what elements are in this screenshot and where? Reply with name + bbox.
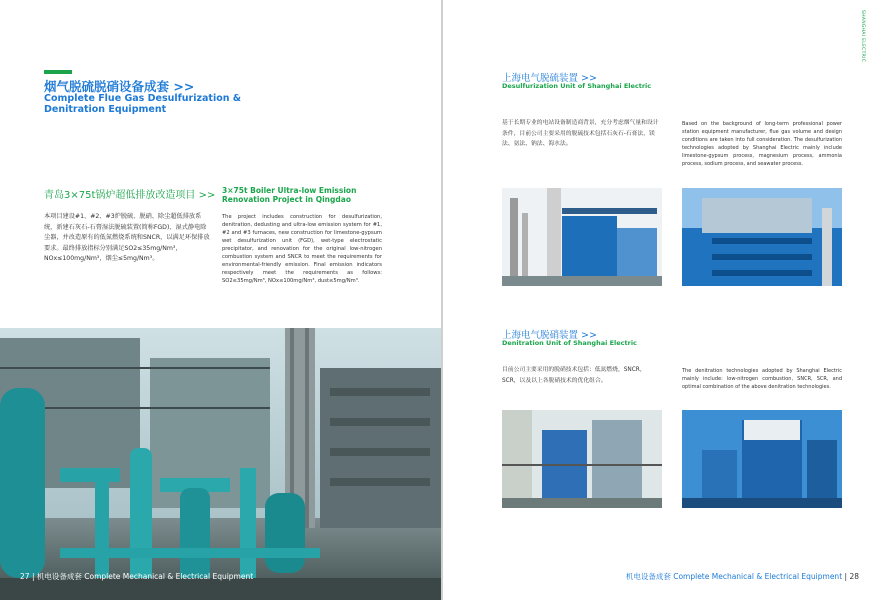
denitr-title-en: Denitration Unit of Shanghai Electric bbox=[502, 339, 637, 347]
page-title-en: Complete Flue Gas Desulfurization & Denitration Equipment bbox=[44, 93, 242, 115]
title-accent-bar bbox=[44, 70, 72, 74]
footer-left bbox=[20, 571, 253, 582]
footer-right-title-cn: 机电设备成套 bbox=[625, 572, 671, 581]
denitr-photo-1 bbox=[502, 410, 662, 508]
footer-right-separator: | bbox=[844, 572, 848, 581]
footer-right-page-number: 28 bbox=[849, 572, 859, 581]
left-page bbox=[0, 0, 441, 600]
footer-right bbox=[626, 571, 859, 582]
desulf-title-en: Desulfurization Unit of Shanghai Electric bbox=[502, 82, 652, 90]
footer-separator: | bbox=[31, 572, 37, 581]
page-title-cn: 烟气脱硫脱硝设备成套 >> bbox=[44, 79, 195, 94]
footer-page-number: 27 bbox=[20, 572, 30, 581]
desulf-photo-2 bbox=[682, 188, 842, 286]
section-title-en: 3×75t Boiler Ultra-low Emission Renovation Project in Qingdao bbox=[222, 186, 357, 204]
vertical-brand-text: SHANGHAI ELECTRIC bbox=[860, 10, 865, 63]
vertical-brand-label bbox=[857, 10, 865, 70]
denitr-body-cn: 目前公司主要采用的脱硝技术包括：低氮燃烧，SNCR，SCR，以及以上各脱硝技术的优化组合。 bbox=[502, 367, 646, 384]
section-body-cn: 本项目建设#1、#2、#3炉脱硫、脱硝、除尘超低排放系统，新建石灰石-石膏湿法脱硫装置(简称FGD)、湿式静电除尘器，并改造原有的低氮燃烧系统和SNCR，以满足环保排放要求。最终排放指标分别满足SO2≤35mg/Nm³，NOx≤100mg/Nm³，烟尘≤5mg/Nm³。 bbox=[44, 213, 210, 262]
right-page bbox=[443, 0, 884, 600]
footer-title-cn: 机电设备成套 bbox=[36, 572, 82, 581]
section-body-en: The project includes construction for desulfurization, denitration, dedusting and ultra-low emission system for #1, #2 and #3 furnaces, new construction for limestone-gypsum wet desulfurization unit (FGD), wet-type electrostatic precipitator, and renovation for the original low-nitrogen combustion system and SNCR to meet the requirements for environmental-friendly emission. Final emission indicators respectively meet the requirements as follows: SO2≤35mg/Nm³, NOx≤100mg/Nm³, dust≤5mg/Nm³. bbox=[222, 214, 382, 284]
footer-right-title-en: Complete Mechanical & Electrical Equipment bbox=[673, 572, 843, 581]
denitr-title-cn: 上海电气脱硝装置 >> bbox=[502, 330, 597, 341]
desulf-body-cn: 基于长期专业的电站设备制造商背景，充分考虑烟气量和设计条件，目前公司主要采用的脱硫技术包括石灰石-石膏法，镁法、氨法、钠法、海水法。 bbox=[502, 120, 659, 147]
footer-title-en: Complete Mechanical & Electrical Equipment bbox=[84, 572, 254, 581]
denitr-photo-2 bbox=[682, 410, 842, 508]
section-title-cn: 青岛3×75t锅炉超低排放改造项目 >> bbox=[44, 190, 216, 201]
denitr-body-en: The denitration technologies adopted by Shanghai Electric mainly include: low-nitrogen combustion, SNCR, SCR, and optimal combination of the above denitration technologies. bbox=[682, 368, 842, 390]
desulf-photo-1 bbox=[502, 188, 662, 286]
desulf-title-cn: 上海电气脱硫装置 >> bbox=[502, 73, 597, 84]
desulf-body-en: Based on the background of long-term professional power station equipment manufacturer, flue gas volume and design conditions are taken into full consideration. The desulfurization technologies adopted by Shanghai Electric mainly include limestone-gypsum process, magnesium process, ammonia process, sodium process, and seawater process. bbox=[682, 121, 842, 167]
plant-photo-main bbox=[0, 328, 441, 600]
